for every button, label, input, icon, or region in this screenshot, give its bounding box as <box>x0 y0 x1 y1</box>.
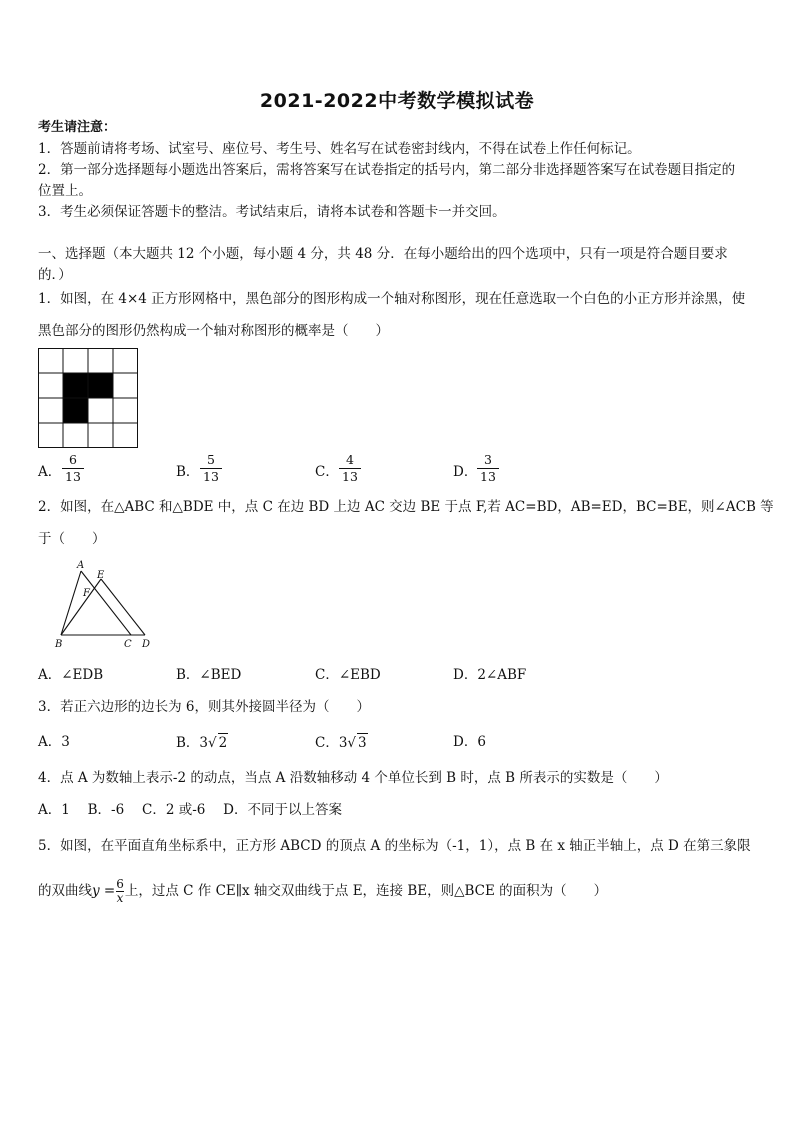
q2-label-b: B <box>55 639 63 650</box>
notice-item-1: 1．答题前请将考场、试室号、座位号、考生号、姓名写在试卷密封线内，不得在试卷上作任何标记。 <box>38 141 641 157</box>
q5-stem: 5．如图，在平面直角坐标系中，正方形 ABCD 的顶点 A 的坐标为（-1，1），点 B 在 x 轴正半轴上，点 D 在第三象限 <box>38 838 751 854</box>
q2-label-f: F <box>83 588 90 599</box>
q5-hyperbola-fraction: $\frac{6}{x}$ <box>116 877 124 905</box>
q1-option-d-label[interactable]: D． <box>453 464 478 480</box>
q1-option-d-fraction: 3 13 <box>477 453 499 484</box>
q3-stem: 3．若正六边形的边长为 6，则其外接圆半径为（ ） <box>38 699 370 715</box>
q3-option-d[interactable]: D．6 <box>453 734 486 750</box>
q2-label-a: A <box>77 560 85 571</box>
q1-option-a-fraction: 6 13 <box>62 453 84 484</box>
q1-option-b-fraction: 5 13 <box>200 453 222 484</box>
q3-option-b[interactable]: B．3√ 2 <box>176 735 228 751</box>
q2-option-d[interactable]: D．2∠ABF <box>453 667 527 683</box>
q1-black-cell <box>63 398 88 423</box>
q2-option-a[interactable]: A．∠EDB <box>38 667 104 683</box>
q4-stem: 4．点 A 为数轴上表示-2 的动点，当点 A 沿数轴移动 4 个单位长到 B 时，点 B 所表示的实数是（ ） <box>38 770 668 786</box>
q2-segment-ab <box>61 571 81 635</box>
q2-segment-be <box>61 579 101 635</box>
q3-option-c[interactable]: C．3√ 3 <box>315 735 367 751</box>
q4-options[interactable]: A．1 B．-6 C．2 或-6 D．不同于以上答案 <box>38 802 342 818</box>
q2-label-c: C <box>124 639 132 650</box>
notice-item-2-cont: 位置上。 <box>38 183 92 199</box>
notice-heading: 考生请注意： <box>38 120 117 135</box>
q2-label-d: D <box>142 639 151 650</box>
q1-option-b-label[interactable]: B． <box>176 464 200 480</box>
q1-stem-cont: 黑色部分的图形仍然构成一个轴对称图形的概率是（ ） <box>38 323 389 339</box>
q1-option-a-label[interactable]: A． <box>38 464 62 480</box>
q1-option-c-label[interactable]: C． <box>315 464 339 480</box>
q2-option-b[interactable]: B．∠BED <box>176 667 242 683</box>
q2-stem: 2．如图，在△ABC 和△BDE 中，点 C 在边 BD 上边 AC 交边 BE 于点 F,若 AC=BD，AB=ED，BC=BE，则∠ACB 等 <box>38 499 774 515</box>
q2-stem-cont: 于（ ） <box>38 531 106 547</box>
section-header-cont: 的．） <box>38 267 72 283</box>
q1-grid-figure <box>38 348 138 448</box>
q2-triangle-figure <box>48 558 158 653</box>
notice-item-3: 3．考生必须保证答题卡的整洁。考试结束后，请将本试卷和答题卡一并交回。 <box>38 204 506 220</box>
page-title: 2021-2022中考数学模拟试卷 <box>259 90 535 112</box>
q2-segment-ed <box>101 579 145 635</box>
q2-label-e: E <box>97 570 105 581</box>
notice-item-2: 2．第一部分选择题每小题选出答案后，需将答案写在试卷指定的括号内，第二部分非选择题答案写在试卷题目指定的 <box>38 162 736 178</box>
q2-option-c[interactable]: C．∠EBD <box>315 667 381 683</box>
q3-option-a[interactable]: A．3 <box>38 734 70 750</box>
q1-stem: 1．如图，在 4×4 正方形网格中，黑色部分的图形构成一个轴对称图形，现在任意选取一个白色的小正方形并涂黑，使 <box>38 291 746 307</box>
q1-option-c-fraction: 4 13 <box>339 453 361 484</box>
section-header: 一、选择题（本大题共 12 个小题，每小题 4 分，共 48 分．在每小题给出的四个选项中，只有一项是符合题目要求 <box>38 246 728 262</box>
q2-segment-ac <box>81 571 131 635</box>
q5-stem-cont: 的双曲线$y =\frac{6}{x}$上，过点 C 作 CE∥x 轴交双曲线于点 E，连接 BE，则△BCE 的面积为（ ） <box>38 877 608 905</box>
